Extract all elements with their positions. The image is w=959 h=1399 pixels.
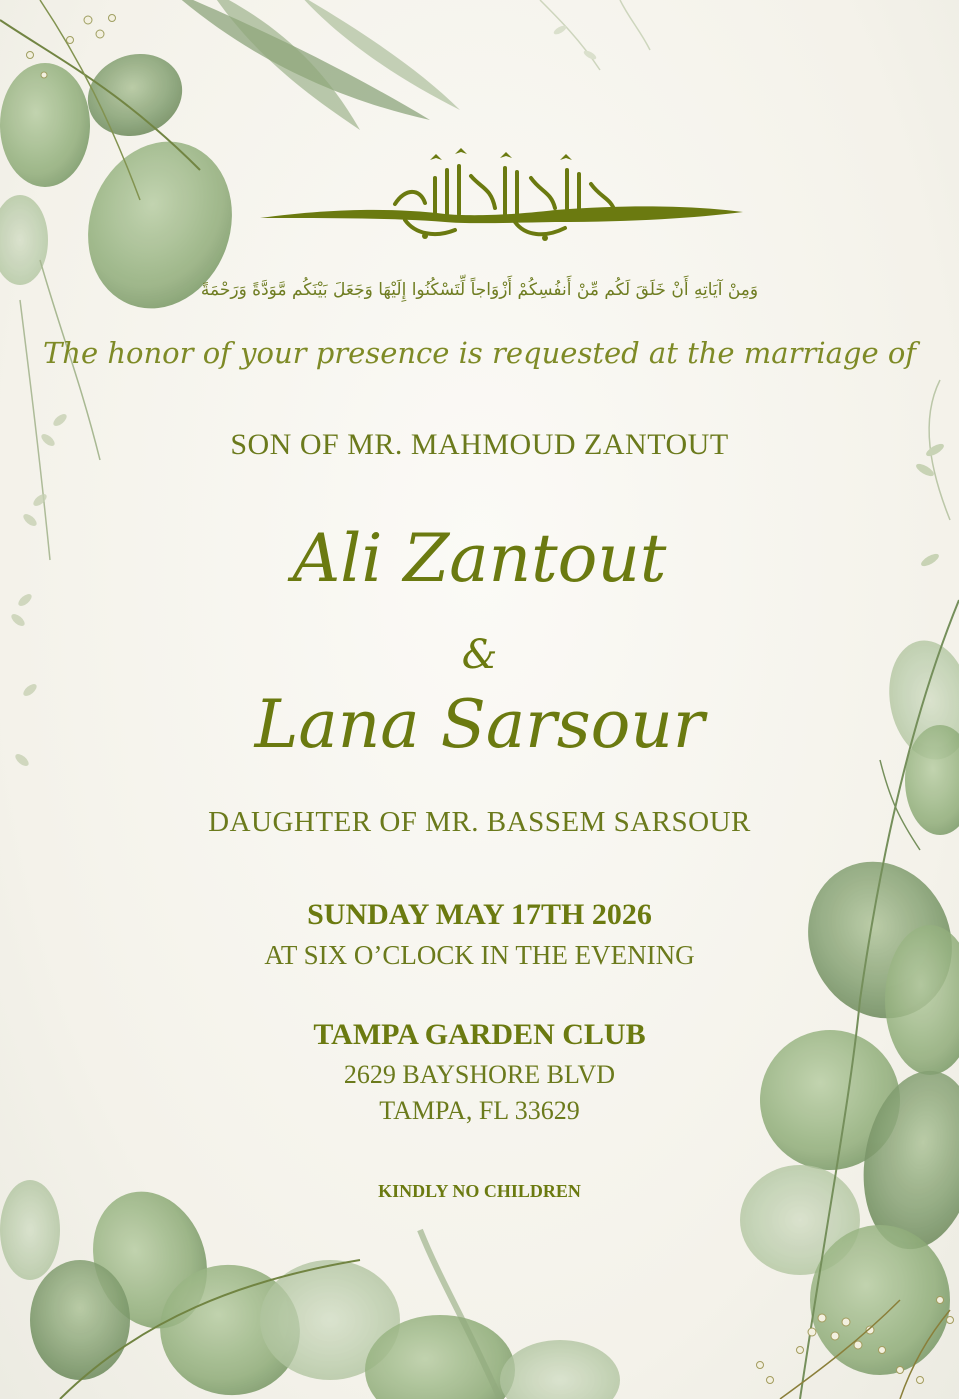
top-right-sprigs (540, 0, 650, 70)
event-time: AT SIX O’CLOCK IN THE EVENING (264, 940, 695, 970)
bride-parent-line: DAUGHTER OF MR. BASSEM SARSOUR (208, 806, 751, 838)
honor-line: The honor of your presence is requested at the marriage of (42, 336, 917, 370)
groom-name: Ali Zantout (292, 520, 667, 597)
ampersand: & (461, 632, 498, 678)
bottom-left-leaves (0, 1175, 620, 1399)
venue-name: TAMPA GARDEN CLUB (313, 1018, 646, 1051)
venue-address-street: 2629 BAYSHORE BLVD (343, 1060, 616, 1089)
bride-name: Lana Sarsour (254, 686, 705, 763)
bismillah-calligraphy (255, 148, 745, 248)
groom-parent-line: SON OF MR. MAHMOUD ZANTOUT (230, 428, 729, 461)
children-note: KINDLY NO CHILDREN (378, 1181, 581, 1201)
quran-verse: وَمِنْ آيَاتِهِ أَنْ خَلَقَ لَكُم مِّنْ أَنفُسِكُمْ أَزْوَاجاً لِّتَسْكُنُوا إِلَيْهَا وَجَعَلَ بَيْنَكُم مَّوَدَّةً وَرَحْمَةً (200, 280, 759, 300)
event-date: SUNDAY MAY 17TH 2026 (307, 898, 652, 931)
venue-address-city: TAMPA, FL 33629 (379, 1096, 580, 1125)
